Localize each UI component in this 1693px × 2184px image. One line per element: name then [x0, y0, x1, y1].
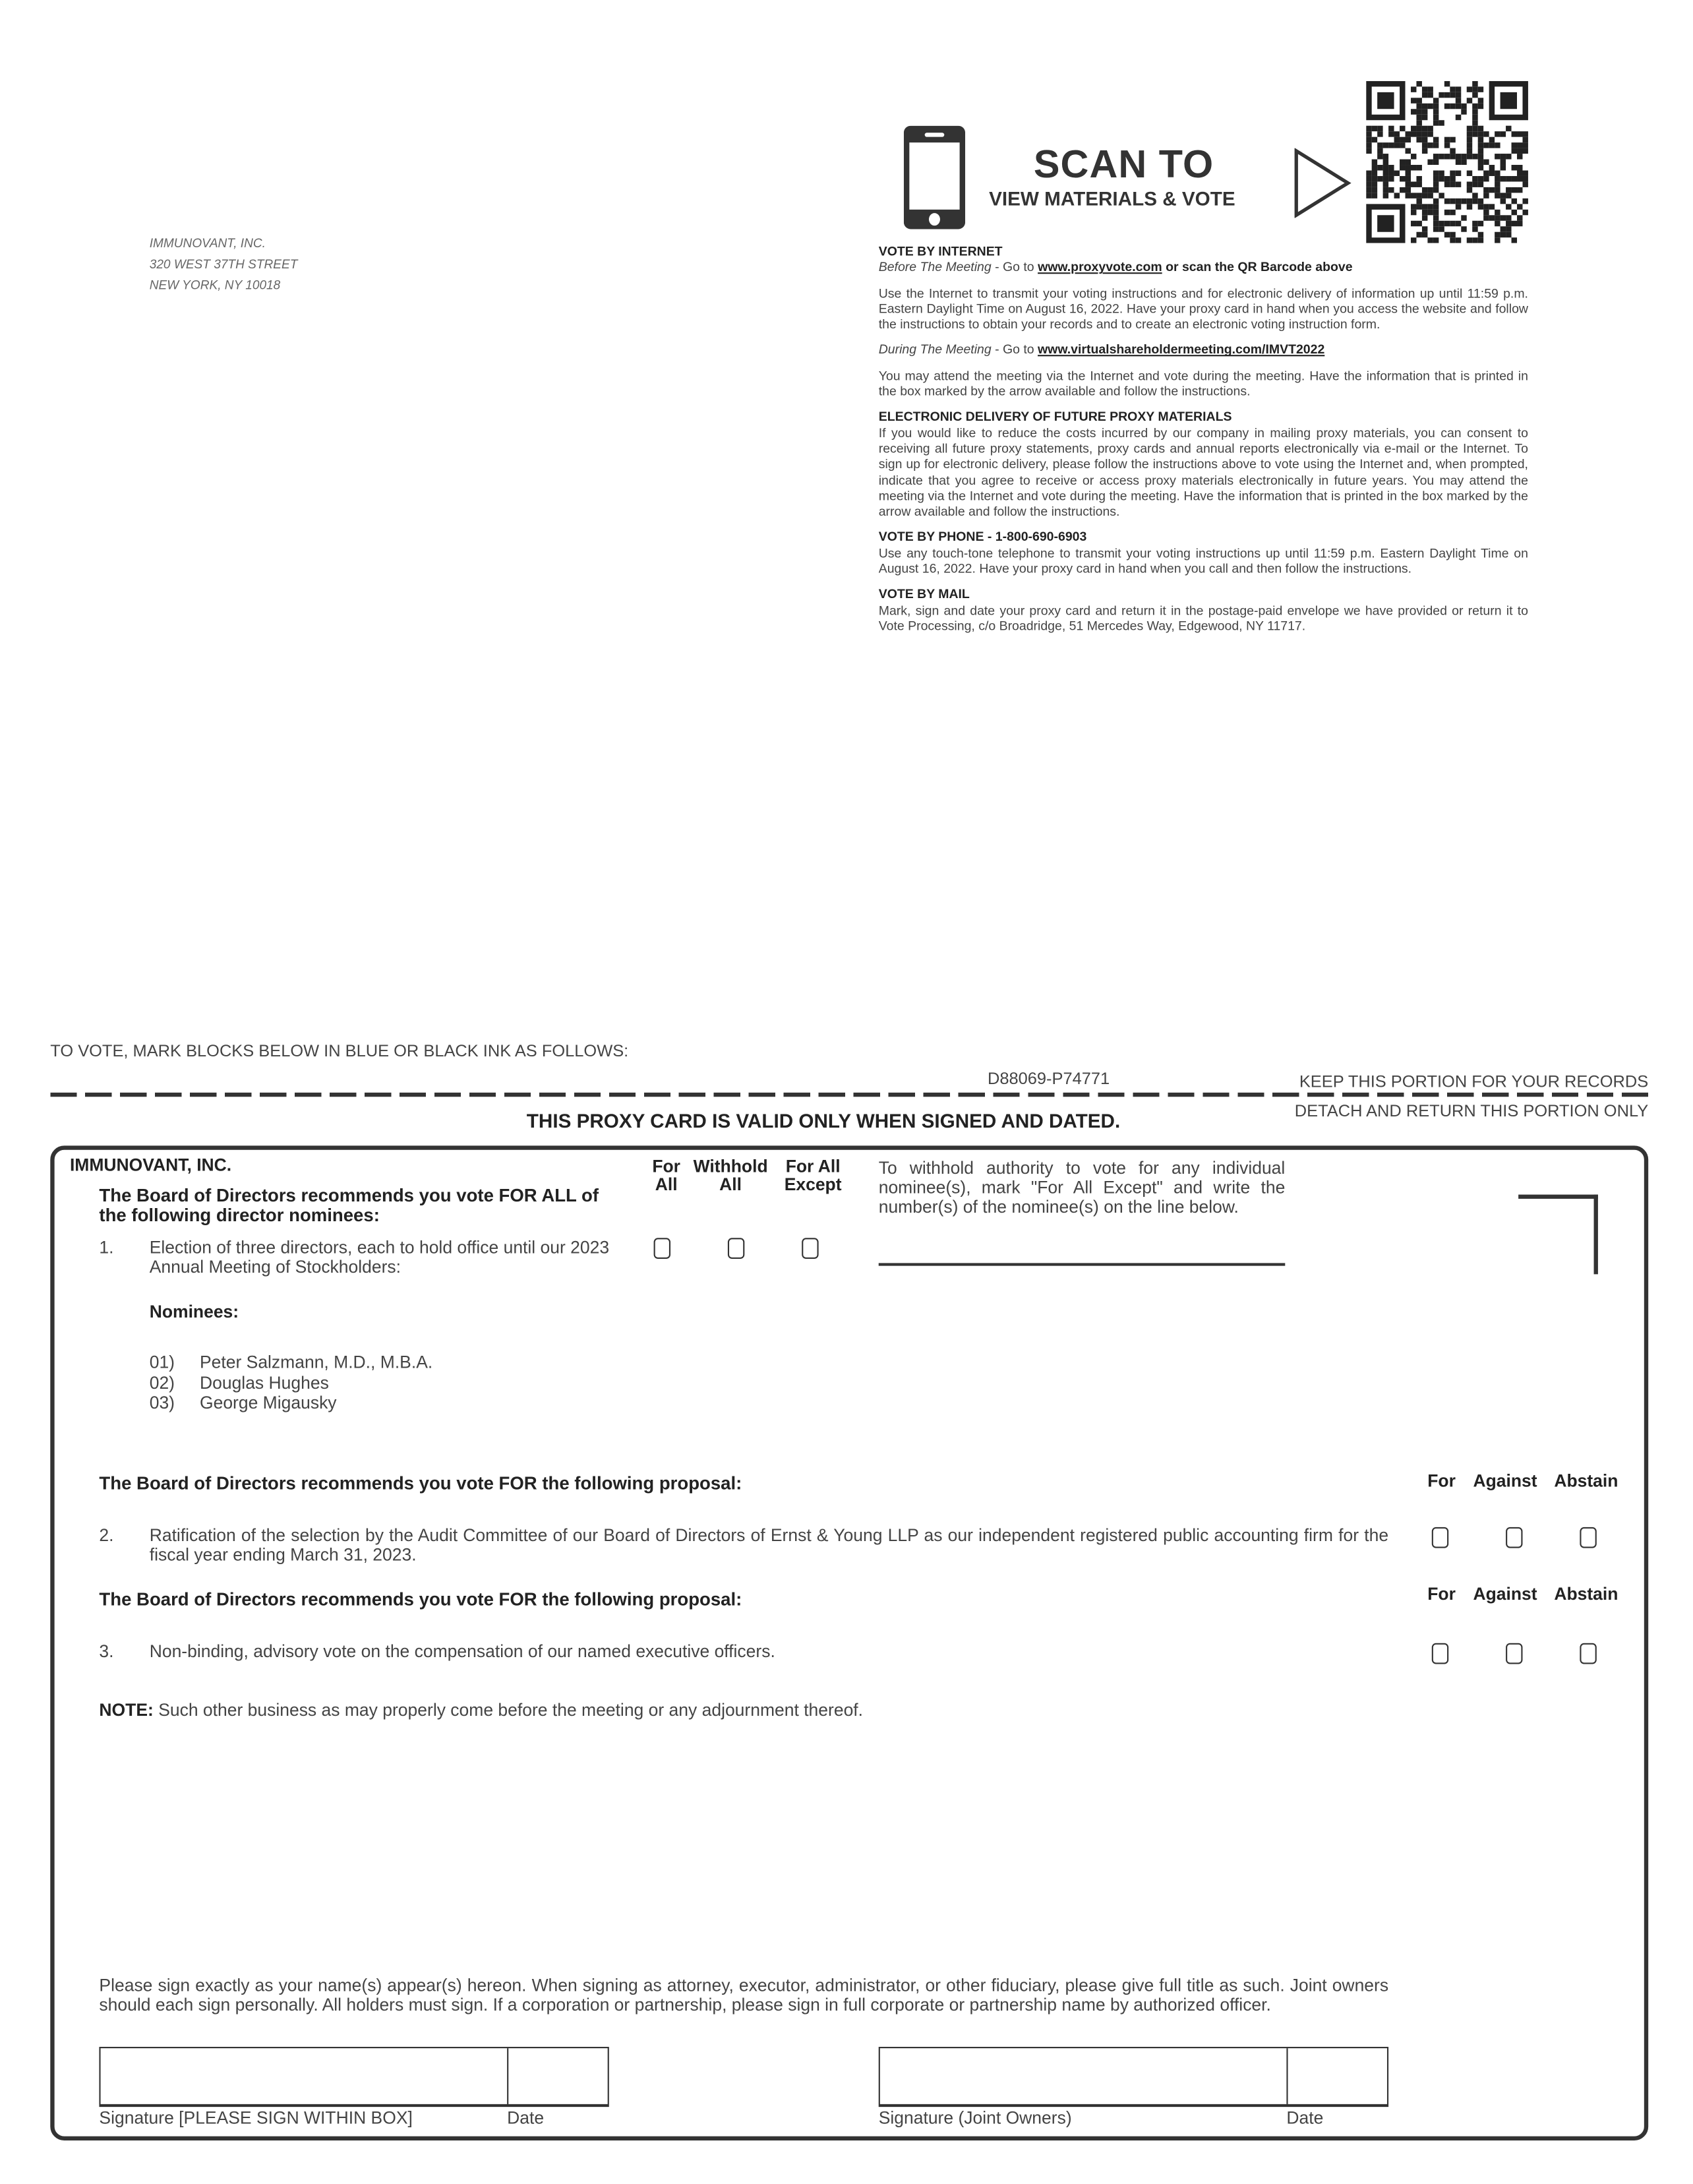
checkbox-p3-for[interactable] [1432, 1643, 1448, 1664]
mark-instruction: TO VOTE, MARK BLOCKS BELOW IN BLUE OR BLACK INK AS FOLLOWS: [50, 1041, 629, 1061]
col-abstain: Abstain [1554, 1584, 1619, 1604]
edelivery-heading: ELECTRONIC DELIVERY OF FUTURE PROXY MATERIALS [878, 410, 1232, 424]
qr-code[interactable] [1366, 81, 1528, 243]
signature-label: Signature [PLEASE SIGN WITHIN BOX] [99, 2108, 413, 2128]
proxyvote-link[interactable]: www.proxyvote.com [1038, 260, 1162, 274]
during-text: You may attend the meeting via the Internet and vote during the meeting. Have the information that is printed in the box marked by the arrow available and follow the instructions. [878, 368, 1528, 399]
item-number: 3. [99, 1641, 114, 1662]
phone-icon [904, 126, 965, 229]
address-line: IMMUNOVANT, INC. [149, 236, 266, 251]
col-against: Against [1473, 1584, 1537, 1604]
col-against: Against [1473, 1471, 1537, 1491]
joint-signature-label: Signature (Joint Owners) [878, 2108, 1072, 2128]
withhold-instruction: To withhold authority to vote for any individual nominee(s), mark "For All Except" and write the number(s) of the nominee(s) on the line below. [878, 1158, 1286, 1217]
col-for-all-except: For All Except [784, 1157, 842, 1195]
nominee-list [150, 1352, 433, 1413]
date-label: Date [507, 2108, 545, 2128]
nominee: 03) George Migausky [149, 1393, 337, 1413]
checkbox-p3-against[interactable] [1506, 1643, 1522, 1664]
proposal-2-recommendation: The Board of Directors recommends you vote FOR the following proposal: [99, 1472, 742, 1494]
address-line: NEW YORK, NY 10018 [149, 278, 281, 292]
mail-text: Mark, sign and date your proxy card and return it in the postage-paid envelope we have provided or return it to Vote Processing, c/o Broadridge, 51 Mercedes Way, Edgewood, NY 11717. [878, 603, 1528, 633]
note: NOTE: Such other business as may properly come before the meeting or any adjournment thereof. [99, 1700, 864, 1720]
proposal-2-text: Ratification of the selection by the Audit Committee of our Board of Directors of Ernst & Young LLP as our independent registered public accounting firm for the fiscal year ending March 31, 2023. [149, 1525, 1389, 1565]
address-line: 320 WEST 37TH STREET [149, 257, 298, 272]
control-code: D88069-P74771 [987, 1068, 1110, 1089]
checkbox-withhold-all[interactable] [728, 1238, 744, 1259]
before-meeting-label: Before The Meeting [878, 260, 992, 274]
item-number: 1. [99, 1238, 114, 1258]
during-meeting-label: During The Meeting [878, 343, 992, 357]
internet-text: Use the Internet to transmit your voting instructions and for electronic delivery of information up until 11:59 p.m. Eastern Daylight Time on August 16, 2022. Have your proxy card in hand when you access the website and follow the instructions to obtain your records and to create an electronic voting instruction form. [878, 286, 1528, 332]
nominee: 02) Douglas Hughes [149, 1372, 329, 1393]
col-for: For [1427, 1584, 1456, 1604]
signature-box[interactable] [99, 2047, 609, 2107]
checkbox-p3-abstain[interactable] [1580, 1643, 1596, 1664]
col-for: For [1427, 1471, 1456, 1491]
go-to-text: - Go to [991, 260, 1038, 274]
keep-portion-label: KEEP THIS PORTION FOR YOUR RECORDS [1299, 1072, 1649, 1091]
phone-heading: VOTE BY PHONE - 1-800-690-6903 [878, 530, 1087, 545]
detach-portion-label: DETACH AND RETURN THIS PORTION ONLY [1294, 1101, 1649, 1121]
edelivery-text: If you would like to reduce the costs incurred by our company in mailing proxy materials, you can consent to receiving all future proxy statements, proxy cards and annual reports electronically via e-mail or the Internet. To sign up for electronic delivery, please follow the instructions above to vote using the Internet and, when prompted, indicate that you agree to receive or access proxy materials electronically in future years. You may attend the meeting via the Internet and vote during the meeting. Have the information that is printed in the box marked by the arrow available and follow the instructions. [878, 425, 1528, 519]
joint-signature-box[interactable] [879, 2047, 1388, 2107]
go-to-text: - Go to [991, 343, 1038, 357]
checkbox-for-all-except[interactable] [802, 1238, 818, 1259]
proposal-3-recommendation: The Board of Directors recommends you vote FOR the following proposal: [99, 1589, 742, 1610]
detach-line [50, 1093, 1648, 1097]
internet-heading: VOTE BY INTERNET [878, 244, 1003, 258]
checkbox-for-all[interactable] [654, 1238, 670, 1259]
col-for-all: For All [652, 1157, 680, 1195]
mail-heading: VOTE BY MAIL [878, 587, 970, 601]
checkbox-p2-abstain[interactable] [1580, 1527, 1596, 1548]
voting-instructions [879, 245, 1528, 644]
proposal-3-text: Non-binding, advisory vote on the compensation of our named executive officers. [149, 1641, 775, 1662]
checkbox-p2-against[interactable] [1506, 1527, 1522, 1548]
date-divider [507, 2048, 508, 2104]
signing-instructions: Please sign exactly as your name(s) appear(s) hereon. When signing as attorney, executor, administrator, or other fiduciary, please give full title as such. Joint owners should each sign personally. All holders must sign. If a corporation or partnership, please sign in full corporate or partnership name by authorized officer. [99, 1975, 1389, 2015]
nominee: 01) Peter Salzmann, M.D., M.B.A. [149, 1352, 433, 1372]
qr-suffix: or scan the QR Barcode above [1162, 260, 1353, 274]
nominees-label: Nominees: [149, 1302, 239, 1322]
valid-notice: THIS PROXY CARD IS VALID ONLY WHEN SIGNED AND DATED. [526, 1109, 1121, 1132]
proposal-1-text: Election of three directors, each to hold office until our 2023 Annual Meeting of Stockholders: [149, 1238, 610, 1277]
scan-to-heading: SCAN TO [1033, 142, 1214, 186]
item-number: 2. [99, 1525, 114, 1546]
company-name: IMMUNOVANT, INC. [69, 1155, 232, 1175]
arrow-icon [1293, 148, 1352, 218]
scan-to-subheading: VIEW MATERIALS & VOTE [989, 187, 1235, 210]
date-label: Date [1286, 2108, 1324, 2128]
checkbox-p2-for[interactable] [1432, 1527, 1448, 1548]
virtual-meeting-link[interactable]: www.virtualshareholdermeeting.com/IMVT2022 [1038, 343, 1325, 357]
director-recommendation: The Board of Directors recommends you vote FOR ALL of the following director nominees: [99, 1184, 599, 1226]
date-divider [1286, 2048, 1288, 2104]
sender-address [150, 233, 298, 296]
col-withhold-all: Withhold All [693, 1157, 768, 1195]
corner-mark [1518, 1195, 1598, 1275]
nominee-number-line[interactable] [879, 1263, 1286, 1265]
phone-text: Use any touch-tone telephone to transmit your voting instructions up until 11:59 p.m. Eastern Daylight Time on August 16, 2022. Have your proxy card in hand when you call and then follow the instructions. [878, 545, 1528, 576]
col-abstain: Abstain [1554, 1471, 1619, 1491]
